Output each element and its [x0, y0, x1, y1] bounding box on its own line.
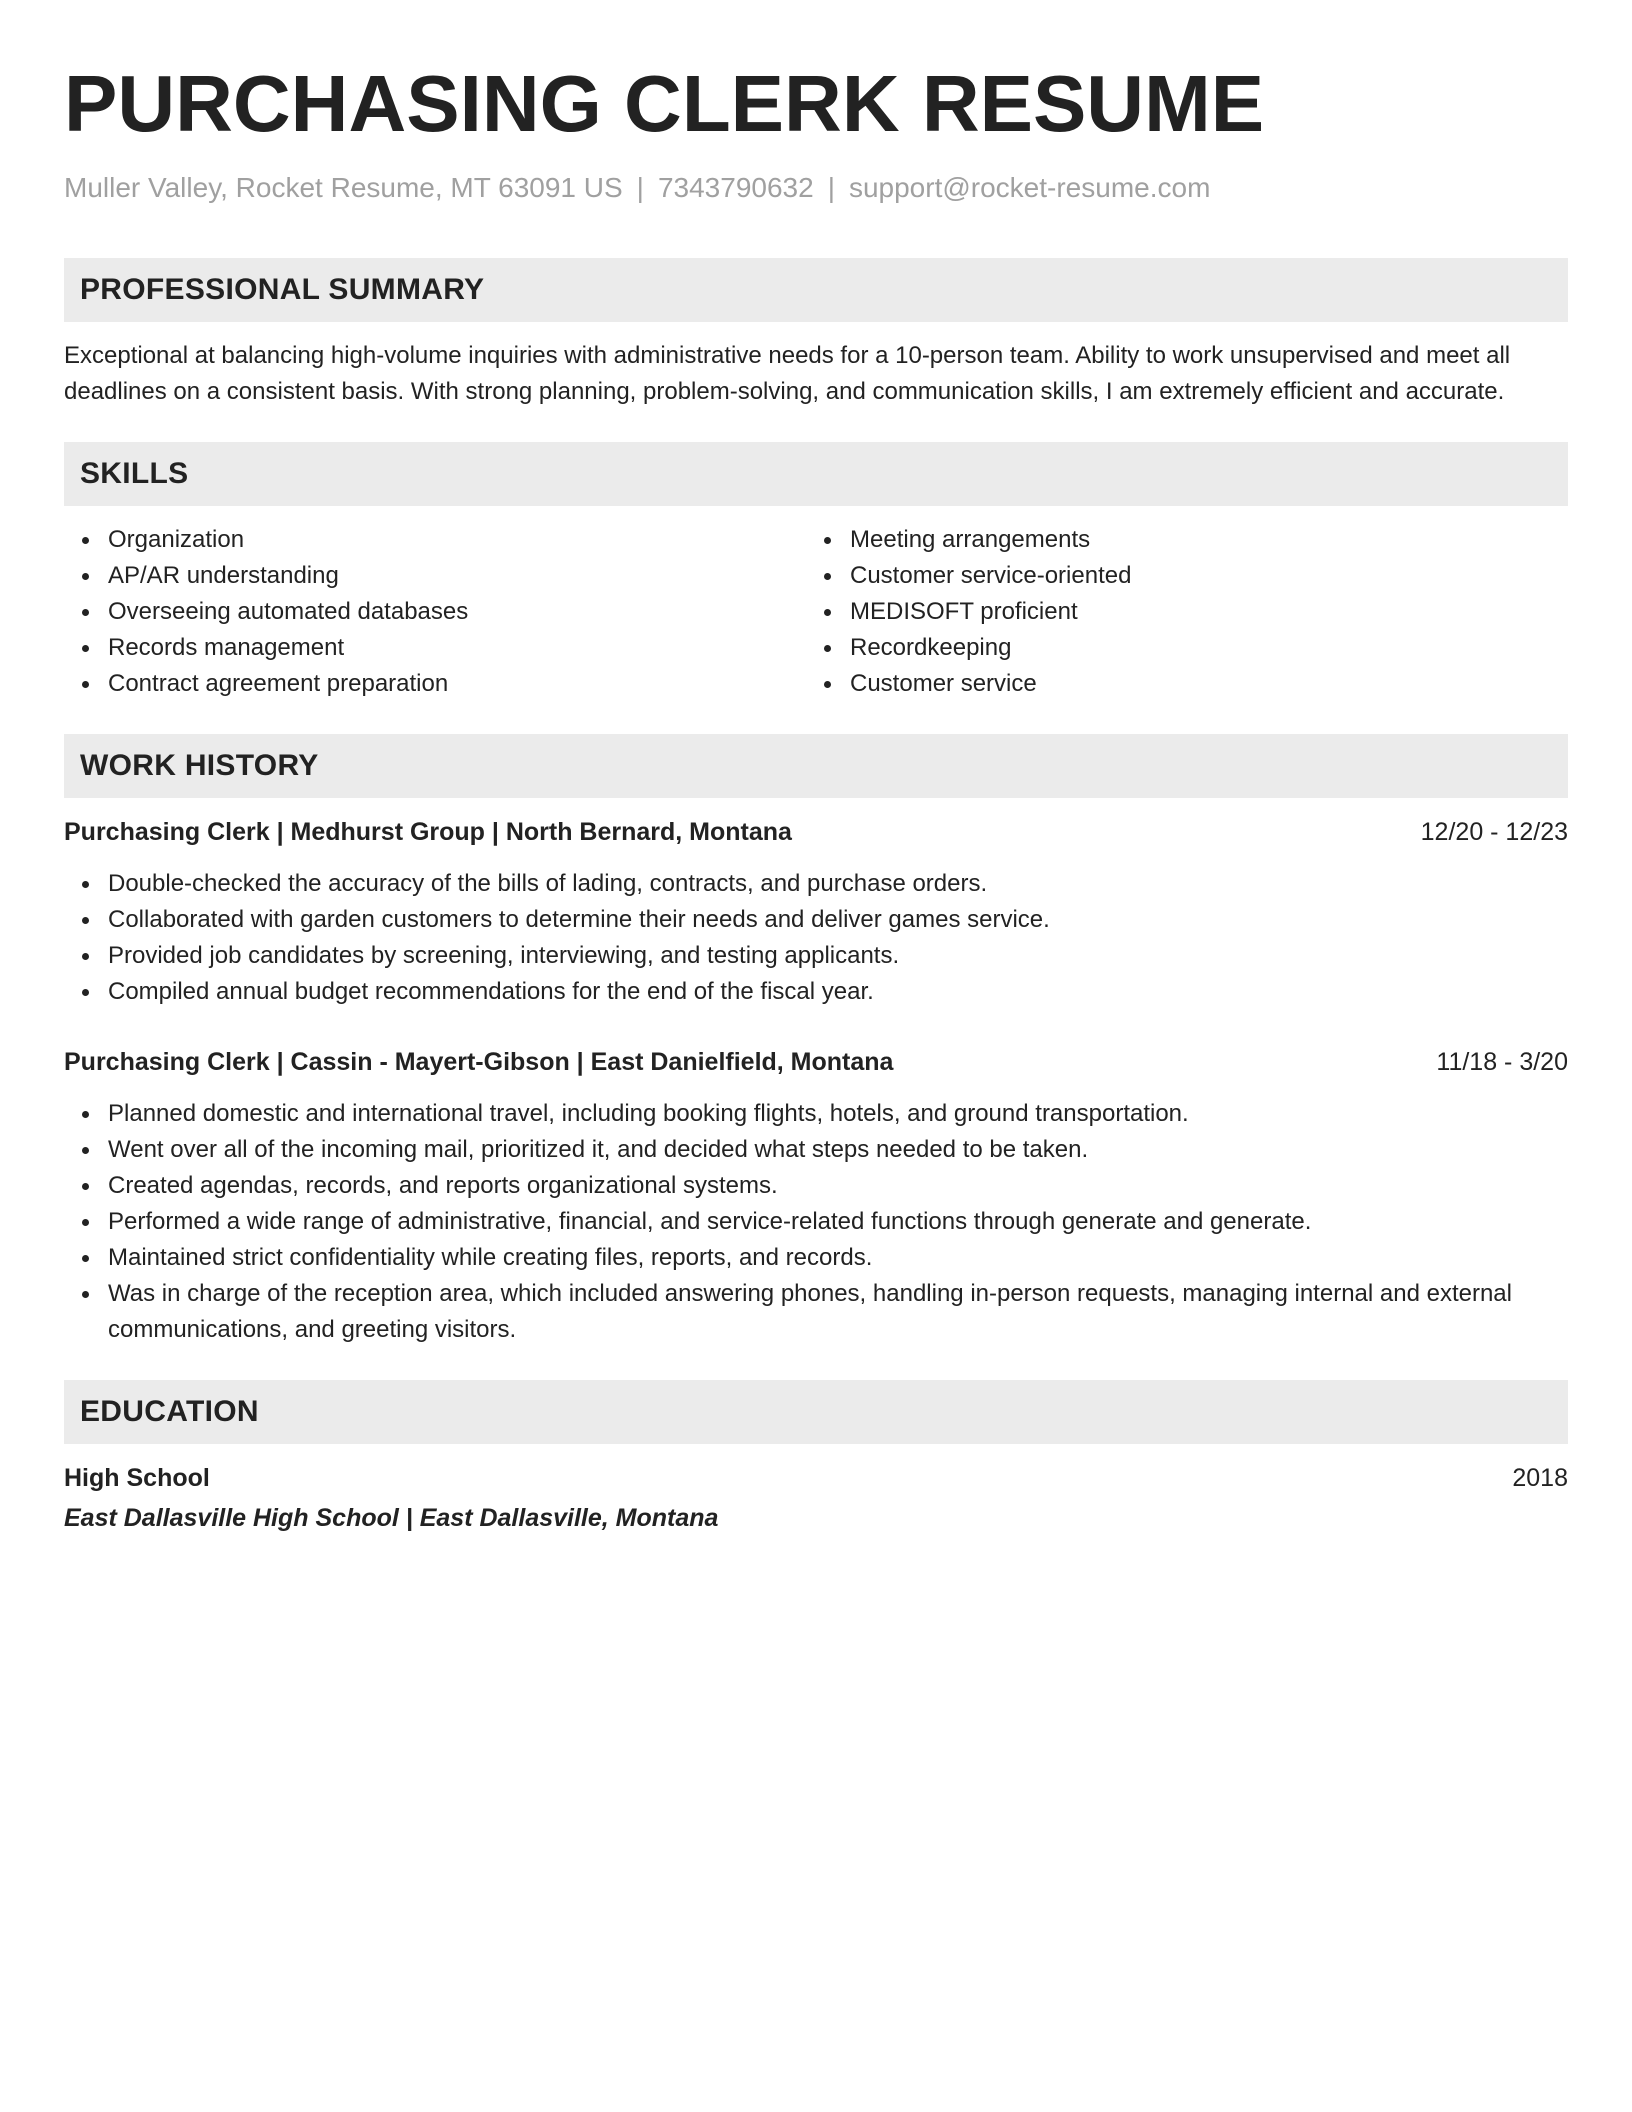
bullet-icon — [82, 573, 89, 580]
bullet-icon — [824, 537, 831, 544]
bullet-icon — [82, 1255, 89, 1262]
bullet-icon — [82, 537, 89, 544]
job-duty: Created agendas, records, and reports organizational systems. — [64, 1168, 1568, 1204]
job-header — [64, 1044, 1568, 1080]
bullet-icon — [82, 917, 89, 924]
bullet-icon — [82, 645, 89, 652]
contact-line — [64, 170, 1568, 206]
job-dates: 11/18 - 3/20 — [1436, 1048, 1568, 1076]
bullet-icon — [824, 609, 831, 616]
bullet-icon — [82, 1111, 89, 1118]
skill-item: MEDISOFT proficient — [806, 594, 1548, 630]
bullet-icon — [82, 881, 89, 888]
bullet-icon — [82, 681, 89, 688]
job-duty: Double-checked the accuracy of the bills of lading, contracts, and purchase orders. — [64, 866, 1568, 902]
job-duty: Went over all of the incoming mail, prioritized it, and decided what steps needed to be taken. — [64, 1132, 1568, 1168]
resume-title: PURCHASING CLERK RESUME — [64, 59, 1265, 148]
education-header — [64, 1460, 1568, 1496]
skill-item: Records management — [64, 630, 806, 666]
job-duty: Maintained strict confidentiality while creating files, reports, and records. — [64, 1240, 1568, 1276]
bullet-icon — [82, 1147, 89, 1154]
job-duty: Performed a wide range of administrative, financial, and service-related functions through generate and generate. — [64, 1204, 1568, 1240]
bullet-icon — [82, 1183, 89, 1190]
skill-item: Overseeing automated databases — [64, 594, 806, 630]
contact-address: Muller Valley, Rocket Resume, MT 63091 US — [64, 172, 623, 203]
skill-item: Organization — [64, 522, 806, 558]
bullet-icon — [824, 681, 831, 688]
skill-item: Meeting arrangements — [806, 522, 1548, 558]
job-dates: 12/20 - 12/23 — [1420, 818, 1568, 846]
bullet-icon — [82, 1291, 89, 1298]
skills-heading: SKILLS — [64, 442, 1568, 506]
job-duty: Provided job candidates by screening, interviewing, and testing applicants. — [64, 938, 1568, 974]
bullet-icon — [82, 953, 89, 960]
skill-item: Contract agreement preparation — [64, 666, 806, 702]
bullet-icon — [824, 645, 831, 652]
job-entry — [64, 814, 1568, 1010]
work-history-heading: WORK HISTORY — [64, 734, 1568, 798]
bullet-icon — [82, 609, 89, 616]
education-degree: High School — [64, 1464, 210, 1492]
education-entry — [64, 1460, 1568, 1536]
job-duty: Was in charge of the reception area, which included answering phones, handling in-person requests, managing internal and external communications, and greeting visitors. — [64, 1276, 1568, 1348]
professional-summary-heading: PROFESSIONAL SUMMARY — [64, 258, 1568, 322]
job-duty: Compiled annual budget recommendations for the end of the fiscal year. — [64, 974, 1568, 1010]
contact-phone: 7343790632 — [657, 172, 814, 203]
job-duties — [64, 1096, 1568, 1348]
contact-separator: | — [636, 172, 644, 203]
job-header — [64, 814, 1568, 850]
skill-item: Customer service-oriented — [806, 558, 1548, 594]
education-heading: EDUCATION — [64, 1380, 1568, 1444]
job-duties — [64, 866, 1568, 1010]
professional-summary-text: Exceptional at balancing high-volume inquiries with administrative needs for a 10-person team. Ability to work unsupervised and meet all deadlines on a consistent basis. With strong planning, problem-solving, and communication skills, I am extremely efficient and accurate. — [64, 342, 1511, 405]
skill-item: Recordkeeping — [806, 630, 1548, 666]
skills-list — [64, 522, 1568, 702]
skills-column-right — [806, 522, 1548, 702]
bullet-icon — [82, 989, 89, 996]
skill-item: AP/AR understanding — [64, 558, 806, 594]
job-duty: Planned domestic and international travel, including booking flights, hotels, and ground transportation. — [64, 1096, 1568, 1132]
bullet-icon — [82, 1219, 89, 1226]
skills-column-left — [64, 522, 806, 702]
skill-item: Customer service — [806, 666, 1548, 702]
job-duty: Collaborated with garden customers to determine their needs and deliver games service. — [64, 902, 1568, 938]
job-title: Purchasing Clerk | Cassin - Mayert-Gibson | East Danielfield, Montana — [64, 1048, 894, 1076]
education-school: East Dallasville High School | East Dallasville, Montana — [64, 1504, 719, 1532]
bullet-icon — [824, 573, 831, 580]
contact-separator: | — [827, 172, 835, 203]
education-year: 2018 — [1512, 1464, 1568, 1492]
job-entry — [64, 1044, 1568, 1348]
contact-email: support@rocket-resume.com — [848, 172, 1211, 203]
job-title: Purchasing Clerk | Medhurst Group | North Bernard, Montana — [64, 818, 792, 846]
